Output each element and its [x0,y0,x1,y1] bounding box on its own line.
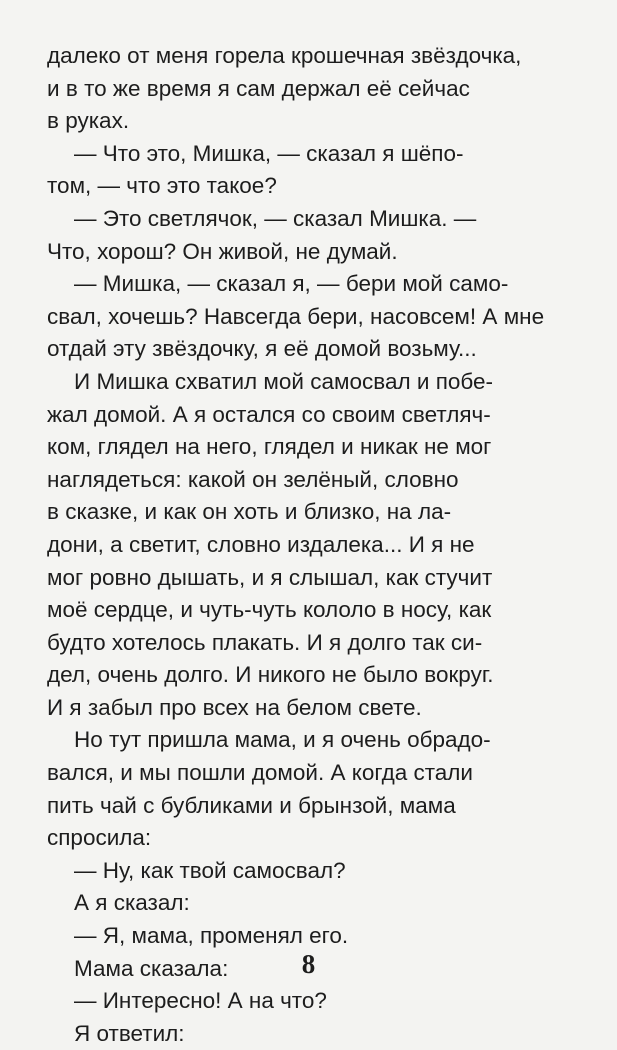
text-line: — Мишка, — сказал я, — бери мой само- [74,271,509,297]
text-line: далеко от меня горела крошечная звёздочка, [47,43,522,68]
text-line: дел, очень долго. И никого не было вокруг. [47,662,494,688]
text-line: в руках. [47,108,130,134]
text-line: ком, глядел на него, глядел и никак не мог [47,434,492,460]
text-line: Но тут пришла мама, и я очень обрадо- [74,727,491,753]
text-line: спросила: [47,825,152,851]
text-line: — Что это, Мишка, — сказал я шёпо- [74,140,464,166]
text-line: пить чай с бубликами и брынзой, мама [47,792,456,818]
text-line: моё сердце, и чуть-чуть кололо в носу, как [47,597,492,623]
text-line: Мама сказала: [74,955,229,981]
text-line: мог ровно дышать, и я слышал, как стучит [47,564,493,590]
text-line: Я ответил: [74,1020,185,1046]
text-line: — Ну, как твой самосвал? [74,857,346,883]
text-line: Что, хорош? Он живой, не думай. [47,238,398,264]
body-text [47,40,580,1050]
text-line: свал, хочешь? Навсегда бери, насовсем! А мне [47,303,545,329]
text-line: и в то же время я сам держал её сейчас [47,75,470,101]
text-line: будто хотелось плакать. И я долго так си- [47,629,483,655]
text-line: вался, и мы пошли домой. А когда стали [47,760,473,786]
text-line: отдай эту звёздочку, я её домой возьму... [47,336,477,362]
text-line: И Мишка схватил мой самосвал и побе- [74,368,494,394]
text-line: И я забыл про всех на белом свете. [47,694,422,720]
text-line: — Это светлячок, — сказал Мишка. — [74,205,477,231]
text-line: наглядеться: какой он зелёный, словно [47,466,459,492]
text-line: жал домой. А я остался со своим светляч- [47,401,491,427]
text-line: — Я, мама, променял его. [74,923,349,949]
text-line: в сказке, и как он хоть и близко, на ла- [47,499,452,525]
text-line: дони, а светит, словно издалека... И я не [47,531,475,557]
text-line: А я сказал: [74,890,190,916]
page-number: 8 [301,949,316,979]
text-line: том, — что это такое? [47,173,277,199]
text-line: — Интересно! А на что? [74,988,327,1014]
